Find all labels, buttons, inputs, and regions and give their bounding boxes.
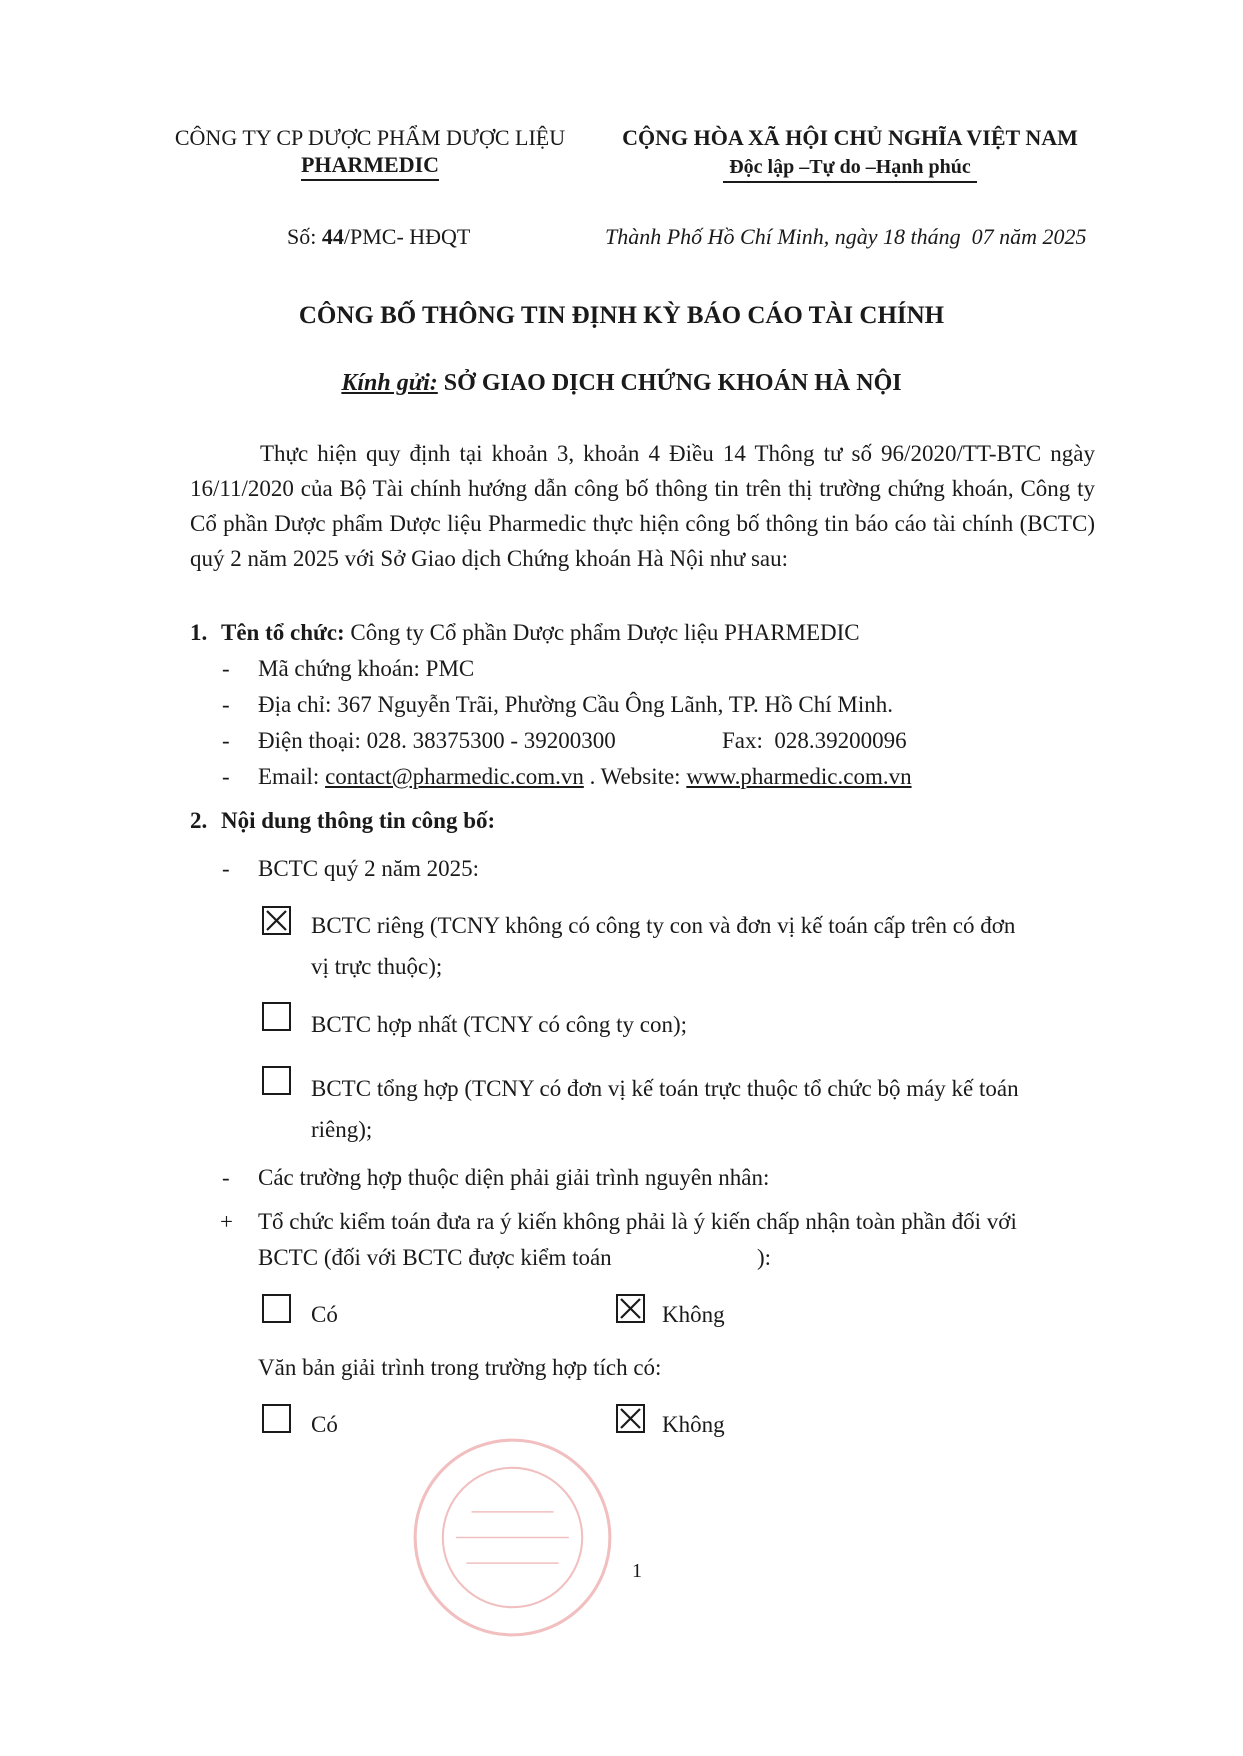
audit-yes-label: Có <box>311 1302 338 1327</box>
checkbox-x-icon <box>618 1296 643 1321</box>
dash-bullet: - <box>222 856 230 881</box>
page-number: 1 <box>632 1560 642 1582</box>
explain-heading: Các trường hợp thuộc diện phải giải trình nguyên nhân: <box>258 1165 770 1190</box>
address: Địa chỉ: 367 Nguyễn Trãi, Phường Cầu Ông Lãnh, TP. Hồ Chí Minh. <box>258 692 893 717</box>
recipient-name: SỞ GIAO DỊCH CHỨNG KHOÁN HÀ NỘI <box>443 370 902 396</box>
option-combined-line-2: riêng); <box>311 1117 373 1142</box>
audit-line-1: Tổ chức kiểm toán đưa ra ý kiến không phải là ý kiến chấp nhận toàn phần đối với <box>258 1209 1017 1234</box>
intro-paragraph: Thực hiện quy định tại khoản 3, khoản 4 Điều 14 Thông tư số 96/2020/TT-BTC ngày 16/11/2020 của Bộ Tài chính hướng dẫn công bố thông tin trên thị trường chứng khoán, Công ty Cổ phần Dược phẩm Dược liệu Pharmedic thực hiện công bố thông tin báo cáo tài chính (BCTC) quý 2 năm 2025 với Sở Giao dịch Chứng khoán Hà Nội như sau: <box>190 441 1095 571</box>
doc-yes-checkbox[interactable] <box>262 1404 291 1433</box>
recipient-label: Kính gửi: <box>341 370 438 396</box>
checkbox-x-icon <box>264 908 289 933</box>
option-combined-checkbox[interactable] <box>262 1066 291 1095</box>
email-line: Email: contact@pharmedic.com.vn . Website: www.pharmedic.com.vn <box>258 764 912 789</box>
dash-bullet: - <box>222 1165 230 1190</box>
audit-yes-checkbox[interactable] <box>262 1294 291 1323</box>
option-separate-line-2: vị trực thuộc); <box>311 954 443 979</box>
checkbox-x-icon <box>618 1406 643 1431</box>
motto-wrap <box>620 153 1080 183</box>
email-link[interactable]: contact@pharmedic.com.vn <box>325 764 584 789</box>
nation-title: CỘNG HÒA XÃ HỘI CHỦ NGHĨA VIỆT NAM <box>622 125 1078 150</box>
company-seal-icon <box>410 1435 615 1640</box>
website-link[interactable]: www.pharmedic.com.vn <box>686 764 912 789</box>
audit-no-label: Không <box>662 1302 725 1327</box>
plus-bullet: + <box>220 1209 233 1234</box>
nation-header <box>620 125 1080 151</box>
option-combined-line-1: BCTC tổng hợp (TCNY có đơn vị kế toán trực thuộc tổ chức bộ máy kế toán <box>311 1076 1019 1101</box>
dash-bullet: - <box>222 764 230 789</box>
audit-no-checkbox[interactable] <box>616 1294 645 1323</box>
dash-bullet: - <box>222 728 230 753</box>
fax: Fax: 028.39200096 <box>722 728 907 753</box>
section-1-heading: 1. Tên tổ chức: Công ty Cổ phần Dược phẩm Dược liệu PHARMEDIC <box>190 620 860 645</box>
doc-number: Số: 44/PMC- HĐQT <box>287 224 471 249</box>
recipient <box>0 370 1243 397</box>
report-period: BCTC quý 2 năm 2025: <box>258 856 480 881</box>
option-consolidated-line-1: BCTC hợp nhất (TCNY có công ty con); <box>311 1012 688 1037</box>
doc-explain-heading: Văn bản giải trình trong trường hợp tích có: <box>258 1355 662 1380</box>
option-separate-checkbox[interactable] <box>262 906 291 935</box>
company-line-1: CÔNG TY CP DƯỢC PHẨM DƯỢC LIỆU <box>174 125 566 150</box>
doc-yes-label: Có <box>311 1412 338 1437</box>
motto: Độc lập –Tự do –Hạnh phúc <box>723 156 977 183</box>
option-consolidated-checkbox[interactable] <box>262 1002 291 1031</box>
audit-line-2a: BCTC (đối với BCTC được kiểm toán <box>258 1245 612 1270</box>
dash-bullet: - <box>222 656 230 681</box>
doc-no-checkbox[interactable] <box>616 1404 645 1433</box>
company-name <box>160 125 580 181</box>
option-separate-line-1: BCTC riêng (TCNY không có công ty con và đơn vị kế toán cấp trên có đơn <box>311 913 1016 938</box>
dash-bullet: - <box>222 692 230 717</box>
phone: Điện thoại: 028. 38375300 - 39200300 <box>258 728 616 753</box>
doc-no-label: Không <box>662 1412 725 1437</box>
stock-code: Mã chứng khoán: PMC <box>258 656 475 681</box>
place-date: Thành Phố Hồ Chí Minh, ngày 18 tháng 07 năm 2025 <box>605 224 1087 249</box>
company-line-2: PHARMEDIC <box>301 151 439 181</box>
audit-line-2b: ): <box>757 1245 772 1270</box>
section-2-heading: 2. Nội dung thông tin công bố: <box>190 808 496 833</box>
page-title: CÔNG BỐ THÔNG TIN ĐỊNH KỲ BÁO CÁO TÀI CHÍNH <box>298 302 945 329</box>
